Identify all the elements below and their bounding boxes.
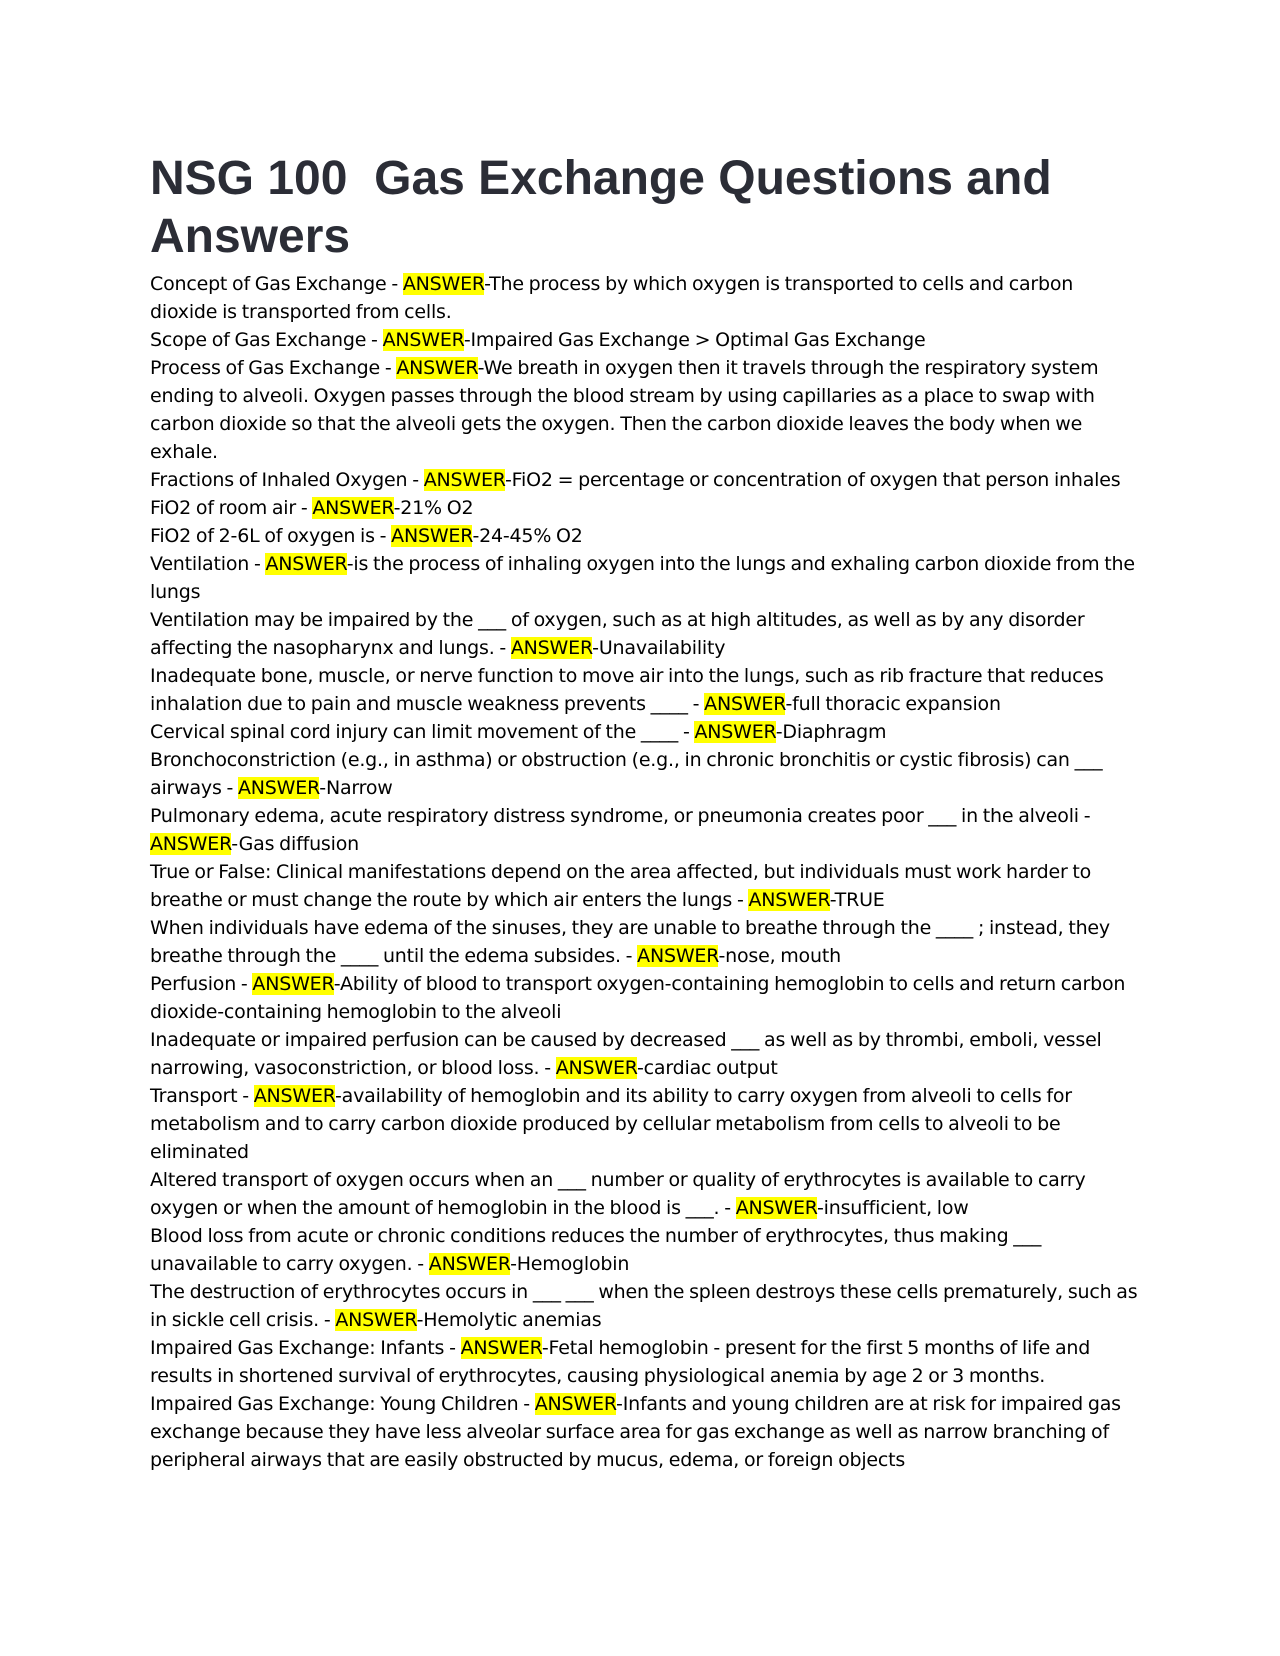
question-text: Concept of Gas Exchange - <box>150 273 403 295</box>
answer-highlight: ANSWER <box>460 1337 542 1359</box>
answer-text: -full thoracic expansion <box>785 693 1001 715</box>
question-text: Impaired Gas Exchange: Young Children - <box>150 1393 535 1415</box>
answer-highlight: ANSWER <box>428 1253 511 1275</box>
answer-text: -Hemoglobin <box>510 1253 630 1275</box>
page-title: NSG 100 Gas Exchange Questions and Answers <box>150 152 1064 263</box>
answer-highlight: ANSWER <box>510 637 593 659</box>
question-text: Bronchoconstriction (e.g., in asthma) or obstruction (e.g., in chronic bronchitis or cystic fibrosis) can ___ airways - <box>150 749 1103 799</box>
answer-text: -cardiac output <box>637 1057 778 1079</box>
qa-item <box>150 606 1140 662</box>
qa-item <box>150 1166 1140 1222</box>
answer-highlight: ANSWER <box>150 833 232 855</box>
qa-item <box>150 522 1140 550</box>
question-text: When individuals have edema of the sinuses, they are unable to breathe through the ____ ; instead, they breathe through the ____ until the edema subsides. - <box>150 917 1110 967</box>
question-text: Impaired Gas Exchange: Infants - <box>150 1337 461 1359</box>
answer-highlight: ANSWER <box>748 889 830 911</box>
answer-text: -insufficient, low <box>817 1197 969 1219</box>
answer-text: -We breath in oxygen then it travels through the respiratory system ending to alveoli. Oxygen passes through the blood stream by using capillaries as a place to swap with carbon dioxide so that the alveoli gets the oxygen. Then the carbon dioxide leaves the body when we exhale. <box>150 357 1099 463</box>
qa-item <box>150 1278 1140 1334</box>
answer-highlight: ANSWER <box>423 469 506 491</box>
answer-text: -Impaired Gas Exchange > Optimal Gas Exchange <box>463 329 926 351</box>
qa-item <box>150 1334 1140 1390</box>
question-text: Process of Gas Exchange - <box>150 357 397 379</box>
document-page <box>150 150 1140 1474</box>
question-text: Transport - <box>150 1085 254 1107</box>
qa-item <box>150 1222 1140 1278</box>
qa-item <box>150 1390 1140 1474</box>
answer-highlight: ANSWER <box>252 973 334 995</box>
question-text: Scope of Gas Exchange - <box>150 329 383 351</box>
answer-highlight: ANSWER <box>637 945 719 967</box>
answer-text: -Hemolytic anemias <box>416 1309 602 1331</box>
answer-text: -Ability of blood to transport oxygen-containing hemoglobin to cells and return carbon dioxide-containing hemoglobin to the alveoli <box>150 973 1126 1023</box>
answer-text: -Fetal hemoglobin - present for the first 5 months of life and results in shortened survival of erythrocytes, causing physiological anemia by age 2 or 3 months. <box>150 1337 1091 1387</box>
question-text: Fractions of Inhaled Oxygen - <box>150 469 424 491</box>
answer-highlight: ANSWER <box>253 1085 335 1107</box>
question-text: Cervical spinal cord injury can limit movement of the ____ - <box>150 721 695 743</box>
qa-item <box>150 270 1140 326</box>
qa-item <box>150 494 1140 522</box>
answer-highlight: ANSWER <box>312 497 394 519</box>
answer-highlight: ANSWER <box>265 553 347 575</box>
question-text: FiO2 of room air - <box>150 497 313 519</box>
qa-item <box>150 354 1140 466</box>
answer-highlight: ANSWER <box>402 273 485 295</box>
qa-item <box>150 662 1140 718</box>
answer-text: -availability of hemoglobin and its ability to carry oxygen from alveoli to cells for metabolism and to carry carbon dioxide produced by cellular metabolism from cells to alveoli to be eliminated <box>150 1085 1072 1163</box>
qa-item <box>150 858 1140 914</box>
answer-text: -is the process of inhaling oxygen into the lungs and exhaling carbon dioxide from the lungs <box>150 553 1135 603</box>
qa-item <box>150 326 1140 354</box>
answer-text: -The process by which oxygen is transported to cells and carbon dioxide is transported from cells. <box>150 273 1074 323</box>
question-text: FiO2 of 2-6L of oxygen is - <box>150 525 392 547</box>
answer-text: -TRUE <box>829 889 885 911</box>
question-text: Ventilation - <box>150 553 266 575</box>
qa-item <box>150 1026 1140 1082</box>
answer-highlight: ANSWER <box>735 1197 818 1219</box>
question-text: Pulmonary edema, acute respiratory distress syndrome, or pneumonia creates poor ___ in the alveoli - <box>150 805 1091 827</box>
question-text: Ventilation may be impaired by the ___ of oxygen, such as at high altitudes, as well as by any disorder affecting the nasopharynx and lungs. - <box>150 609 1085 659</box>
answer-text: -Diaphragm <box>775 721 887 743</box>
question-text: True or False: Clinical manifestations depend on the area affected, but individuals must work harder to breathe or must change the route by which air enters the lungs - <box>150 861 1092 911</box>
answer-highlight: ANSWER <box>555 1057 638 1079</box>
question-text: Altered transport of oxygen occurs when an ___ number or quality of erythrocytes is available to carry oxygen or when the amount of hemoglobin in the blood is ___. - <box>150 1169 1086 1219</box>
answer-highlight: ANSWER <box>335 1309 417 1331</box>
qa-item <box>150 802 1140 858</box>
qa-list <box>150 270 1140 1474</box>
qa-item <box>150 746 1140 802</box>
answer-highlight: ANSWER <box>534 1393 617 1415</box>
qa-item <box>150 970 1140 1026</box>
question-text: Blood loss from acute or chronic conditions reduces the number of erythrocytes, thus making ___ unavailable to carry oxygen. - <box>150 1225 1042 1275</box>
question-text: The destruction of erythrocytes occurs in ___ ___ when the spleen destroys these cells prematurely, such as in sickle cell crisis. - <box>150 1281 1138 1331</box>
answer-highlight: ANSWER <box>396 357 478 379</box>
answer-highlight: ANSWER <box>382 329 464 351</box>
question-text: Perfusion - <box>150 973 253 995</box>
answer-highlight: ANSWER <box>694 721 776 743</box>
answer-text: -Narrow <box>319 777 393 799</box>
answer-text: -Infants and young children are at risk for impaired gas exchange because they have less alveolar surface area for gas exchange as well as narrow branching of peripheral airways that are easily obstructed by mucus, edema, or foreign objects <box>150 1393 1121 1471</box>
qa-item <box>150 718 1140 746</box>
question-text: Inadequate bone, muscle, or nerve function to move air into the lungs, such as rib fracture that reduces inhalation due to pain and muscle weakness prevents ____ - <box>150 665 1104 715</box>
qa-item <box>150 550 1140 606</box>
answer-text: -24-45% O2 <box>472 525 583 547</box>
answer-text: -Gas diffusion <box>231 833 359 855</box>
answer-text: -FiO2 = percentage or concentration of oxygen that person inhales <box>505 469 1121 491</box>
question-text: Inadequate or impaired perfusion can be caused by decreased ___ as well as by thrombi, emboli, vessel narrowing, vasoconstriction, or blood loss. - <box>150 1029 1102 1079</box>
answer-highlight: ANSWER <box>704 693 786 715</box>
qa-item <box>150 466 1140 494</box>
answer-text: -Unavailability <box>592 637 726 659</box>
qa-item <box>150 1082 1140 1166</box>
answer-highlight: ANSWER <box>391 525 473 547</box>
answer-text: -nose, mouth <box>718 945 841 967</box>
qa-item <box>150 914 1140 970</box>
answer-highlight: ANSWER <box>238 777 320 799</box>
answer-text: -21% O2 <box>393 497 474 519</box>
